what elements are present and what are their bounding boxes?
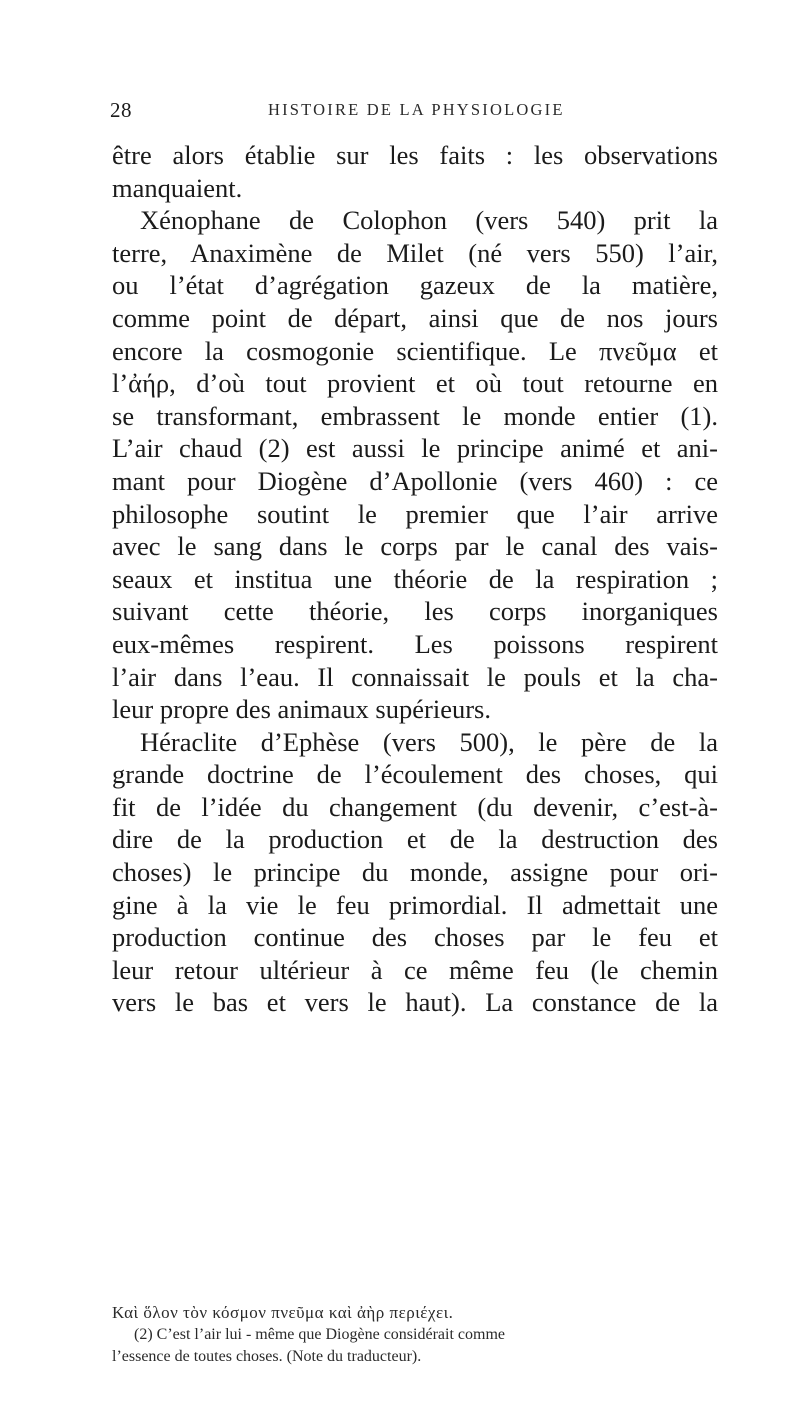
- text-line: gine à la vie le feu primordial. Il admettait une: [112, 889, 718, 920]
- text-line: leur retour ultérieur à ce même feu (le chemin: [112, 954, 718, 985]
- text-line: eux-mêmes respirent. Les poissons respirent: [112, 628, 718, 659]
- running-title: HISTOIRE DE LA PHYSIOLOGIE: [268, 100, 565, 119]
- text-line: terre, Anaximène de Milet (né vers 550) l’air,: [112, 237, 718, 268]
- text-line: encore la cosmogonie scientifique. Le πνεῦμα et: [112, 335, 718, 366]
- text-line: grande doctrine de l’écoulement des choses, qui: [112, 759, 718, 790]
- body-text: [112, 139, 718, 1019]
- text-line: seaux et institua une théorie de la respiration ;: [112, 563, 718, 594]
- text-line: avec le sang dans le corps par le canal des vais-: [112, 531, 718, 562]
- footnote-line: l’essence de toutes choses. (Note du traducteur).: [112, 1348, 422, 1365]
- text-line: suivant cette théorie, les corps inorganiques: [112, 596, 718, 627]
- page-number: 28: [110, 98, 132, 122]
- text-line: vers le bas et vers le haut). La constance de la: [112, 987, 718, 1018]
- text-line: Héraclite d’Ephèse (vers 500), le père de la: [140, 726, 718, 757]
- text-line: manquaient.: [112, 172, 243, 203]
- text-line: l’air dans l’eau. Il connaissait le pouls et la cha-: [112, 661, 718, 692]
- text-line: se transformant, embrassent le monde entier (1).: [112, 400, 718, 431]
- text-line: dire de la production et de la destruction des: [112, 824, 718, 855]
- text-line: choses) le principe du monde, assigne pour ori-: [112, 857, 718, 888]
- text-line: comme point de départ, ainsi que de nos jours: [112, 302, 718, 333]
- text-line: production continue des choses par le feu et: [112, 922, 718, 953]
- running-header: [110, 98, 716, 126]
- footnotes: [112, 1302, 718, 1368]
- text-line: philosophe soutint le premier que l’air arrive: [112, 498, 718, 529]
- footnote-line: (2) C’est l’air lui - même que Diogène considérait comme: [134, 1326, 505, 1343]
- text-line: être alors établie sur les faits : les observations: [112, 140, 718, 170]
- text-line: L’air chaud (2) est aussi le principe animé et ani-: [112, 433, 718, 464]
- text-line: ou l’état d’agrégation gazeux de la matière,: [112, 270, 718, 301]
- text-line: leur propre des animaux supérieurs.: [112, 694, 491, 725]
- text-line: mant pour Diogène d’Apollonie (vers 460) : ce: [112, 465, 718, 496]
- text-line: fit de l’idée du changement (du devenir, c’est-à-: [112, 791, 718, 822]
- text-line: Xénophane de Colophon (vers 540) prit la: [140, 205, 718, 236]
- text-line: l’ἀήρ, d’où tout provient et où tout retourne en: [112, 368, 718, 399]
- footnote-line: Καὶ ὅλον τὸν κόσμον πνεῦμα καὶ ἀὴρ περιέχει.: [112, 1303, 454, 1322]
